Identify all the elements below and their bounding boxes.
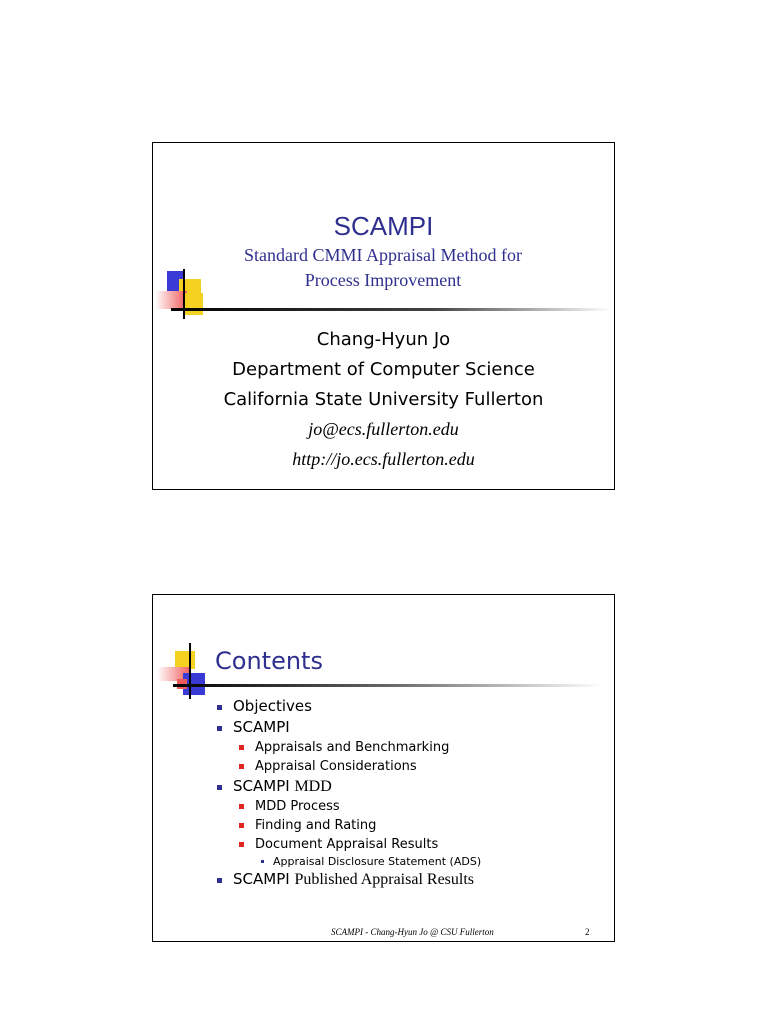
subtitle-line: Standard CMMI Appraisal Method for — [244, 245, 522, 265]
list-item: Document Appraisal Results — [215, 835, 481, 854]
slide-title: Contents — [215, 647, 323, 675]
list-item: SCAMPI Published Appraisal Results — [215, 869, 481, 890]
list-item: Appraisal Disclosure Statement (ADS) — [215, 854, 481, 869]
department: Department of Computer Science — [232, 359, 535, 380]
contents-list — [215, 696, 481, 890]
list-item: Appraisals and Benchmarking — [215, 738, 481, 757]
slide-subtitle — [203, 243, 563, 293]
list-item: Objectives — [215, 696, 481, 717]
subtitle-line: Process Improvement — [304, 270, 462, 290]
list-item: MDD Process — [215, 797, 481, 816]
list-item: SCAMPI MDD — [215, 776, 481, 797]
list-item: Appraisal Considerations — [215, 757, 481, 776]
university: California State University Fullerton — [223, 389, 544, 410]
author-name: Chang-Hyun Jo — [316, 329, 451, 350]
list-item: Finding and Rating — [215, 816, 481, 835]
email-link[interactable]: jo@ecs.fullerton.edu — [308, 419, 459, 439]
footer-text: SCAMPI - Chang-Hyun Jo @ CSU Fullerton — [331, 927, 494, 937]
title-slide — [152, 142, 615, 490]
page-number: 2 — [585, 927, 590, 937]
list-item: SCAMPI — [215, 717, 481, 738]
contents-slide — [152, 594, 615, 942]
website-link[interactable]: http://jo.ecs.fullerton.edu — [292, 449, 475, 469]
slide-title: SCAMPI — [333, 211, 434, 241]
